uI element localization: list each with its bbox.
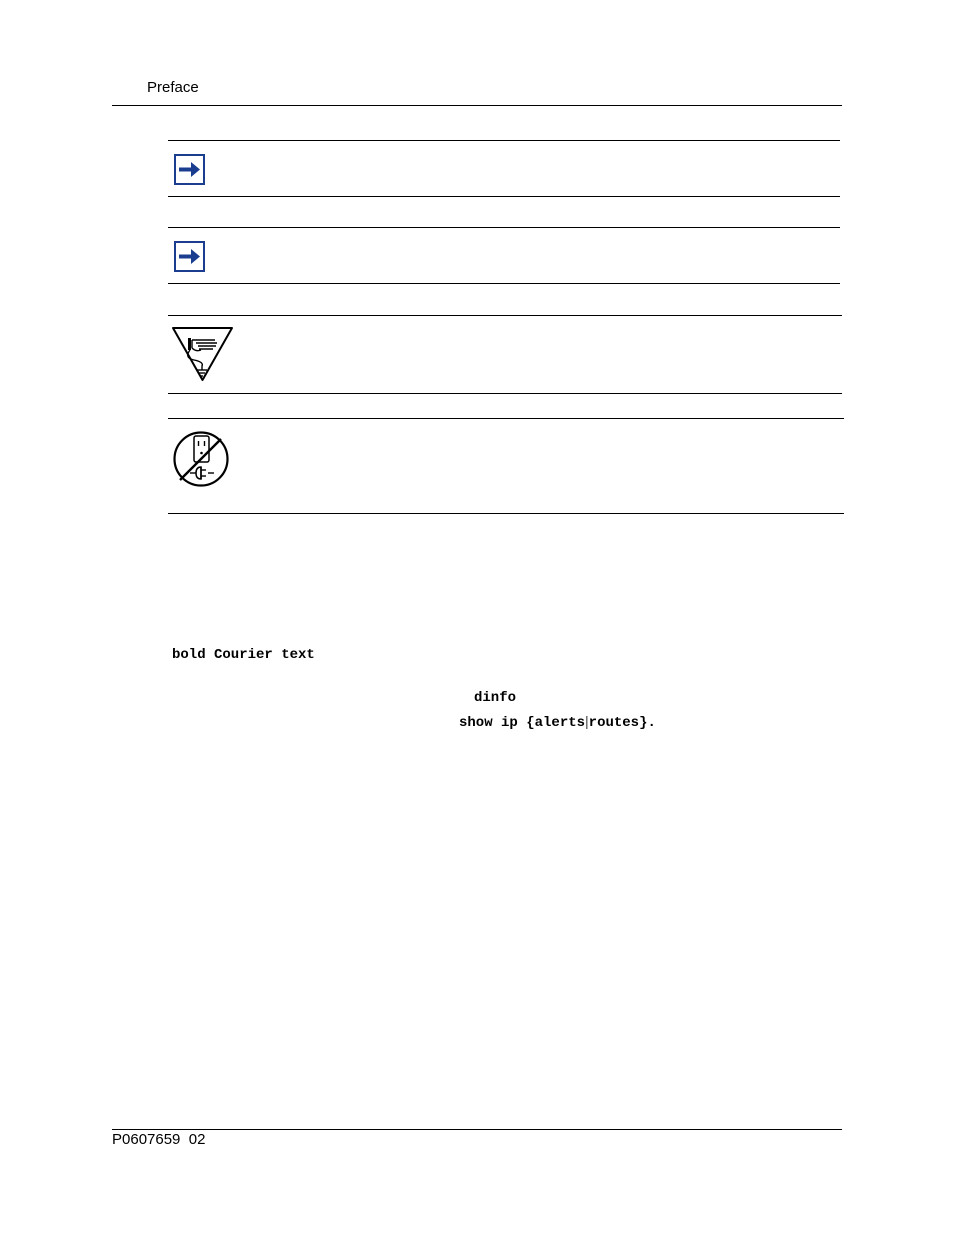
doc-number: P0607659 [112, 1131, 181, 1148]
note-2-top-rule [168, 227, 840, 228]
doc-revision: 02 [188, 1131, 206, 1148]
example-command-dinfo: dinfo [474, 690, 517, 706]
esd-caution-bottom-rule [168, 393, 842, 394]
note-1-bottom-rule [168, 196, 840, 197]
footer-document-number [112, 1130, 205, 1150]
command-separator: | [585, 713, 589, 729]
note-arrow-icon [174, 154, 205, 185]
example-command-show-ip [459, 712, 656, 732]
running-header-section-title: Preface [147, 79, 199, 96]
electrostatic-hand-ground-icon [170, 326, 235, 382]
footer-rule [112, 1129, 842, 1130]
unplug-warning-bottom-rule [168, 513, 844, 514]
header-rule [112, 105, 842, 106]
note-1-top-rule [168, 140, 840, 141]
bold-courier-text-label: bold Courier text [172, 647, 315, 663]
command-prefix: show ip {alerts [459, 715, 586, 731]
command-suffix: routes}. [588, 715, 656, 731]
esd-caution-top-rule [168, 315, 842, 316]
note-arrow-icon [174, 241, 205, 272]
note-2-bottom-rule [168, 283, 840, 284]
no-plug-outlet-icon [172, 430, 230, 488]
unplug-warning-top-rule [168, 418, 844, 419]
